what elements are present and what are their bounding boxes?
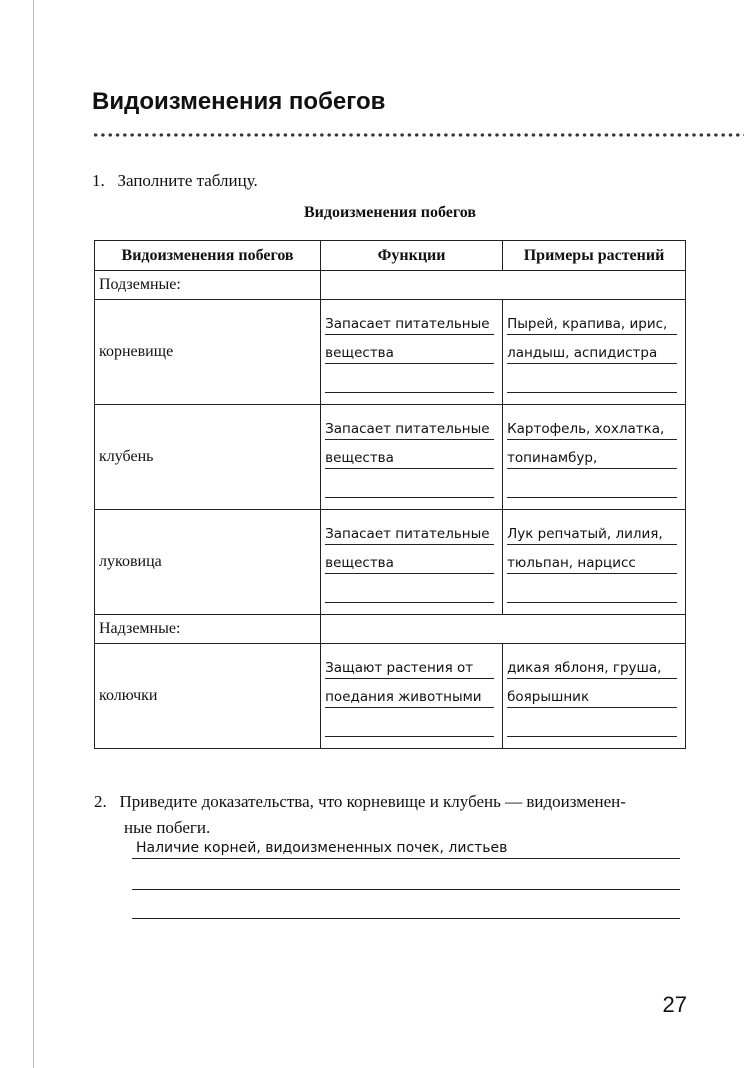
- answer-line[interactable]: [325, 469, 494, 498]
- page-number: 27: [662, 992, 687, 1017]
- answer-line[interactable]: [325, 708, 494, 737]
- column-header: Примеры растений: [503, 241, 686, 271]
- answer-line[interactable]: Запасает питательные: [325, 306, 494, 335]
- column-header: Видоизменения побегов: [95, 241, 321, 271]
- answer-line[interactable]: Защают растения от: [325, 650, 494, 679]
- function-cell: [321, 644, 503, 749]
- answer-line[interactable]: Запасает питательные: [325, 411, 494, 440]
- answer-line[interactable]: [325, 574, 494, 603]
- shoot-modifications-table: [94, 240, 686, 749]
- dotted-divider: [92, 132, 744, 138]
- answer-line[interactable]: вещества: [325, 545, 494, 574]
- answer-line[interactable]: [507, 574, 677, 603]
- shoot-type: колючки: [95, 644, 321, 749]
- answer-text: Наличие корней, видоизмененных почек, листьев: [136, 840, 508, 856]
- page-title: Видоизменения побегов: [92, 88, 386, 115]
- task-2: [94, 792, 626, 812]
- section-label: Подземные:: [95, 271, 321, 300]
- table-caption: Видоизменения побегов: [303, 204, 477, 221]
- answer-line[interactable]: дикая яблоня, груша,: [507, 650, 677, 679]
- answer-line[interactable]: [507, 708, 677, 737]
- answer-line[interactable]: [325, 364, 494, 393]
- table-row: [95, 405, 686, 510]
- answer-line[interactable]: вещества: [325, 440, 494, 469]
- empty-cell: [321, 271, 686, 300]
- examples-cell: [503, 405, 686, 510]
- task-number: 2.: [94, 792, 107, 811]
- table-row: [95, 510, 686, 615]
- answer-line[interactable]: [507, 364, 677, 393]
- answer-line[interactable]: Картофель, хохлатка,: [507, 411, 677, 440]
- answer-line[interactable]: [132, 836, 680, 859]
- answer-line[interactable]: Запасает питательные: [325, 516, 494, 545]
- answer-line[interactable]: вещества: [325, 335, 494, 364]
- task-text-line-2: ные побеги.: [124, 818, 211, 837]
- empty-cell: [321, 615, 686, 644]
- function-cell: [321, 300, 503, 405]
- answer-line[interactable]: поедания животными: [325, 679, 494, 708]
- answer-line[interactable]: тюльпан, нарцисс: [507, 545, 677, 574]
- task-number: 1.: [92, 171, 105, 190]
- shoot-type: луковица: [95, 510, 321, 615]
- table-row: [95, 300, 686, 405]
- section-label: Надземные:: [95, 615, 321, 644]
- answer-line[interactable]: боярышник: [507, 679, 677, 708]
- function-cell: [321, 510, 503, 615]
- examples-cell: [503, 300, 686, 405]
- shoot-type: клубень: [95, 405, 321, 510]
- answer-line[interactable]: [132, 896, 680, 919]
- answer-line[interactable]: [507, 469, 677, 498]
- examples-cell: [503, 644, 686, 749]
- answer-line[interactable]: топинамбур,: [507, 440, 677, 469]
- page-margin-line: [33, 0, 34, 1068]
- answer-line[interactable]: Пырей, крапива, ирис,: [507, 306, 677, 335]
- column-header: Функции: [321, 241, 503, 271]
- answer-line[interactable]: Лук репчатый, лилия,: [507, 516, 677, 545]
- task-text: Заполните таблицу.: [117, 171, 258, 190]
- task-1: [92, 171, 258, 191]
- table-row: [95, 644, 686, 749]
- examples-cell: [503, 510, 686, 615]
- answer-line[interactable]: ландыш, аспидистра: [507, 335, 677, 364]
- answer-line[interactable]: [132, 867, 680, 890]
- task-text-line-1: Приведите доказательства, что корневище и клубень — видоизменен-: [119, 792, 626, 811]
- function-cell: [321, 405, 503, 510]
- shoot-type: корневище: [95, 300, 321, 405]
